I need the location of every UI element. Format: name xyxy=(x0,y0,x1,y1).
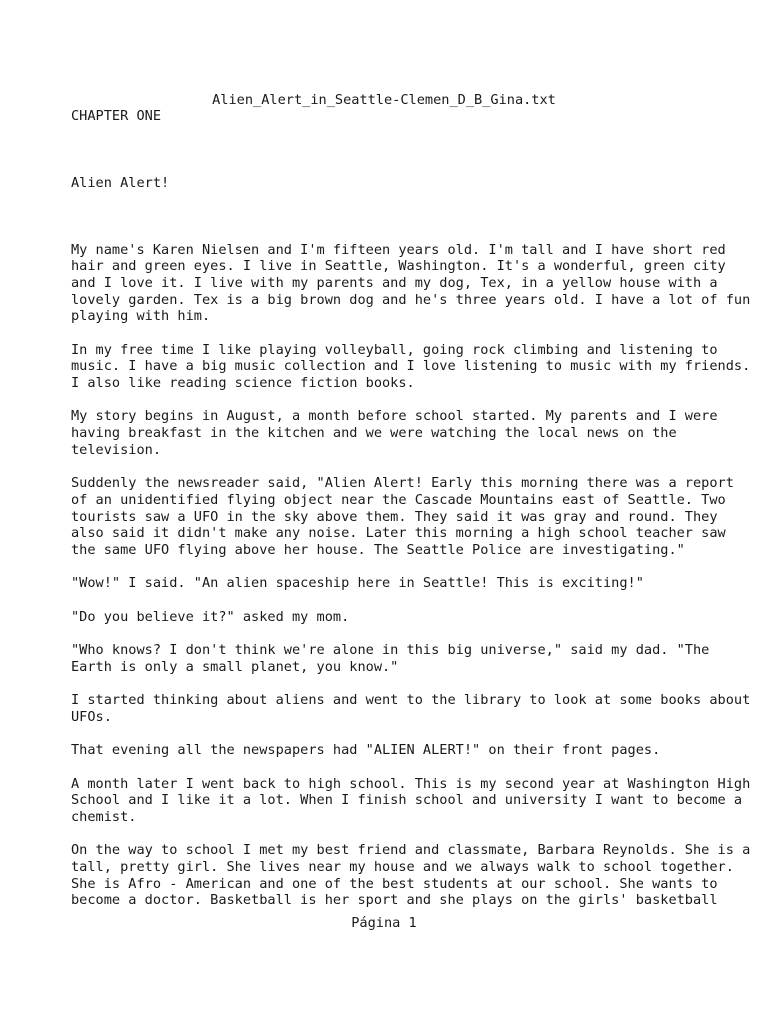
file-title: Alien_Alert_in_Seattle-Clemen_D_B_Gina.txt xyxy=(212,92,556,108)
text-line: tall, pretty girl. She lives near my house and we always walk to school together. xyxy=(71,858,734,875)
text-line: In my free time I like playing volleyball, going rock climbing and listening to xyxy=(71,341,718,358)
page-number-footer: Página 1 xyxy=(351,915,417,931)
text-line xyxy=(71,125,761,142)
text-line: become a doctor. Basketball is her sport and she plays on the girls' basketball xyxy=(71,892,718,909)
text-line xyxy=(71,158,761,175)
text-line: My name's Karen Nielsen and I'm fifteen years old. I'm tall and I have short red xyxy=(71,241,726,258)
text-line: and I love it. I live with my parents and my dog, Tex, in a yellow house with a xyxy=(71,274,718,291)
text-line: UFOs. xyxy=(71,708,112,725)
document-body xyxy=(71,108,761,909)
text-line: "Do you believe it?" asked my mom. xyxy=(71,608,350,625)
text-line xyxy=(71,141,761,158)
text-line: On the way to school I met my best friend and classmate, Barbara Reynolds. She is a xyxy=(71,842,751,859)
text-line: Alien Alert! xyxy=(71,174,170,191)
text-line xyxy=(71,325,761,342)
text-line: Suddenly the newsreader said, "Alien Alert! Early this morning there was a report xyxy=(71,475,734,492)
text-line: having breakfast in the kitchen and we were watching the local news on the xyxy=(71,425,677,442)
text-line xyxy=(71,191,761,208)
text-line xyxy=(71,225,761,242)
text-line xyxy=(71,208,761,225)
text-line: My story begins in August, a month before school started. My parents and I were xyxy=(71,408,718,425)
text-line: Earth is only a small planet, you know." xyxy=(71,658,399,675)
text-line: music. I have a big music collection and I love listening to music with my friends. xyxy=(71,358,751,375)
text-line: playing with him. xyxy=(71,308,211,325)
text-line xyxy=(71,625,761,642)
text-line: That evening all the newspapers had "ALIEN ALERT!" on their front pages. xyxy=(71,742,661,759)
text-line xyxy=(71,675,761,692)
text-line: I also like reading science fiction books. xyxy=(71,375,415,391)
text-line: "Wow!" I said. "An alien spaceship here in Seattle! This is exciting!" xyxy=(71,575,644,592)
text-line xyxy=(71,759,761,776)
text-line xyxy=(71,392,761,409)
text-line xyxy=(71,826,761,843)
text-line xyxy=(71,725,761,742)
text-line xyxy=(71,458,761,475)
text-line: television. xyxy=(71,441,162,458)
text-line: She is Afro - American and one of the best students at our school. She wants to xyxy=(71,875,718,892)
text-line: chemist. xyxy=(71,808,137,825)
text-line: School and I like it a lot. When I finish school and university I want to become a xyxy=(71,792,743,809)
text-line: tourists saw a UFO in the sky above them. They said it was gray and round. They xyxy=(71,508,718,525)
text-line xyxy=(71,592,761,609)
text-line xyxy=(71,559,761,576)
text-line: CHAPTER ONE xyxy=(71,108,162,124)
text-line: lovely garden. Tex is a big brown dog and he's three years old. I have a lot of fun xyxy=(71,291,751,308)
text-line: hair and green eyes. I live in Seattle, Washington. It's a wonderful, green city xyxy=(71,258,726,275)
text-line: A month later I went back to high school. This is my second year at Washington High xyxy=(71,775,751,792)
text-line: "Who knows? I don't think we're alone in this big universe," said my dad. "The xyxy=(71,642,710,658)
text-line: also said it didn't make any noise. Later this morning a high school teacher saw xyxy=(71,525,726,542)
text-line: I started thinking about aliens and went to the library to look at some books about xyxy=(71,692,751,709)
text-line: of an unidentified flying object near the Cascade Mountains east of Seattle. Two xyxy=(71,491,726,508)
text-line: the same UFO flying above her house. The Seattle Police are investigating." xyxy=(71,541,685,558)
